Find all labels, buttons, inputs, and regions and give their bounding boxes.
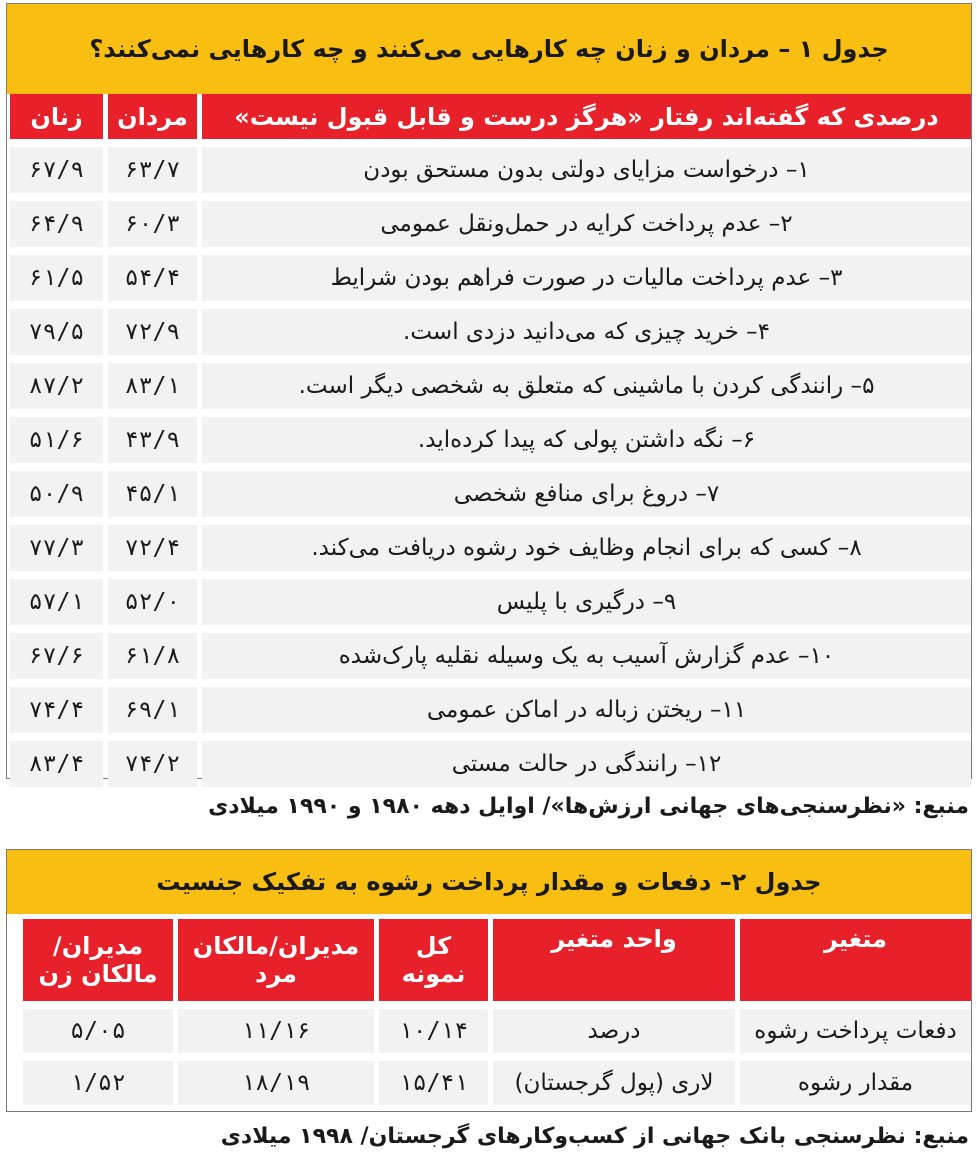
row-women-value: ۶۱/۵ — [10, 255, 103, 301]
table-row — [7, 579, 971, 625]
row-behavior-cell: ۹– درگیری با پلیس — [202, 579, 971, 625]
header-variable: متغیر — [740, 919, 971, 1001]
row-female-managers-value: ۵/۰۵ — [23, 1009, 173, 1053]
row-men-value: ۶۹/۱ — [108, 687, 197, 733]
row-men-value: ۴۵/۱ — [108, 471, 197, 517]
table-2-title — [7, 850, 971, 914]
header-women: زنان — [10, 94, 103, 139]
table-row — [7, 471, 971, 517]
row-behavior-cell: ۳– عدم پرداخت مالیات در صورت فراهم بودن شرایط — [202, 255, 971, 301]
row-behavior-cell: ۱۲– رانندگی در حالت مستی — [202, 741, 971, 787]
row-men-value: ۴۳/۹ — [108, 417, 197, 463]
row-women-value: ۸۷/۲ — [10, 363, 103, 409]
row-women-value: ۵۷/۱ — [10, 579, 103, 625]
header-female-managers: مدیران/ مالکان زن — [23, 919, 173, 1001]
row-behavior-cell: ۸– کسی که برای انجام وظایف خود رشوه دریافت می‌کند. — [202, 525, 971, 571]
row-women-value: ۵۰/۹ — [10, 471, 103, 517]
row-men-value: ۷۲/۹ — [108, 309, 197, 355]
row-unit-cell: درصد — [493, 1009, 735, 1053]
row-variable-cell: دفعات پرداخت رشوه — [740, 1009, 971, 1053]
table-row — [7, 633, 971, 679]
row-behavior-cell: ۱۱– ریختن زباله در اماکن عمومی — [202, 687, 971, 733]
row-female-managers-value: ۱/۵۲ — [23, 1061, 173, 1105]
row-men-value: ۶۱/۸ — [108, 633, 197, 679]
table-1-title-text: جدول ۱ – مردان و زنان چه کارهایی می‌کنند و چه کارهایی نمی‌کنند؟ — [89, 35, 889, 63]
table-1-header-row — [7, 94, 971, 139]
table-1-body — [7, 139, 971, 787]
row-men-value: ۵۴/۴ — [108, 255, 197, 301]
table-2 — [6, 849, 972, 1112]
row-male-managers-value: ۱۸/۱۹ — [178, 1061, 374, 1105]
table-2-header-row — [7, 914, 971, 1001]
table-row — [7, 1009, 971, 1053]
row-behavior-cell: ۷– دروغ برای منافع شخصی — [202, 471, 971, 517]
header-behavior: درصدی که گفته‌اند رفتار «هرگز درست و قابل قبول نیست» — [202, 94, 971, 139]
table-row — [7, 1061, 971, 1105]
table-row — [7, 525, 971, 571]
row-behavior-cell: ۴– خرید چیزی که می‌دانید دزدی است. — [202, 309, 971, 355]
row-men-value: ۷۴/۲ — [108, 741, 197, 787]
header-total: کل نمونه — [379, 919, 488, 1001]
table-row — [7, 201, 971, 247]
table-2-body — [7, 1001, 971, 1105]
row-behavior-cell: ۱– درخواست مزایای دولتی بدون مستحق بودن — [202, 147, 971, 193]
table-1 — [6, 3, 972, 779]
row-women-value: ۶۷/۶ — [10, 633, 103, 679]
row-women-value: ۶۷/۹ — [10, 147, 103, 193]
row-men-value: ۶۰/۳ — [108, 201, 197, 247]
table-row — [7, 417, 971, 463]
table-row — [7, 255, 971, 301]
header-male-managers: مدیران/مالکان مرد — [178, 919, 374, 1001]
row-male-managers-value: ۱۱/۱۶ — [178, 1009, 374, 1053]
row-men-value: ۷۲/۴ — [108, 525, 197, 571]
table-row — [7, 741, 971, 787]
header-men: مردان — [108, 94, 197, 139]
table-1-source: منبع: «نظرسنجی‌های جهانی ارزش‌ها»/ اوایل دهه ۱۹۸۰ و ۱۹۹۰ میلادی — [208, 794, 969, 819]
row-behavior-cell: ۲– عدم پرداخت کرایه در حمل‌ونقل عمومی — [202, 201, 971, 247]
table-row — [7, 687, 971, 733]
row-total-value: ۱۰/۱۴ — [379, 1009, 488, 1053]
row-behavior-cell: ۶– نگه داشتن پولی که پیدا کرده‌اید. — [202, 417, 971, 463]
row-men-value: ۵۲/۰ — [108, 579, 197, 625]
row-men-value: ۸۳/۱ — [108, 363, 197, 409]
table-row — [7, 363, 971, 409]
row-women-value: ۶۴/۹ — [10, 201, 103, 247]
row-women-value: ۸۳/۴ — [10, 741, 103, 787]
header-unit: واحد متغیر — [493, 919, 735, 1001]
row-unit-cell: لاری (پول گرجستان) — [493, 1061, 735, 1105]
row-women-value: ۵۱/۶ — [10, 417, 103, 463]
table-1-title — [7, 4, 971, 94]
row-men-value: ۶۳/۷ — [108, 147, 197, 193]
row-total-value: ۱۵/۴۱ — [379, 1061, 488, 1105]
table-row — [7, 147, 971, 193]
row-women-value: ۷۹/۵ — [10, 309, 103, 355]
row-variable-cell: مقدار رشوه — [740, 1061, 971, 1105]
row-behavior-cell: ۱۰– عدم گزارش آسیب به یک وسیله نقلیه پارک‌شده — [202, 633, 971, 679]
row-women-value: ۷۴/۴ — [10, 687, 103, 733]
table-row — [7, 309, 971, 355]
table-2-source: منبع: نظرسنجی بانک جهانی از کسب‌وکارهای گرجستان/ ۱۹۹۸ میلادی — [220, 1124, 969, 1149]
table-2-title-text: جدول ۲– دفعات و مقدار پرداخت رشوه به تفکیک جنسیت — [156, 868, 822, 896]
row-women-value: ۷۷/۳ — [10, 525, 103, 571]
row-behavior-cell: ۵– رانندگی کردن با ماشینی که متعلق به شخصی دیگر است. — [202, 363, 971, 409]
